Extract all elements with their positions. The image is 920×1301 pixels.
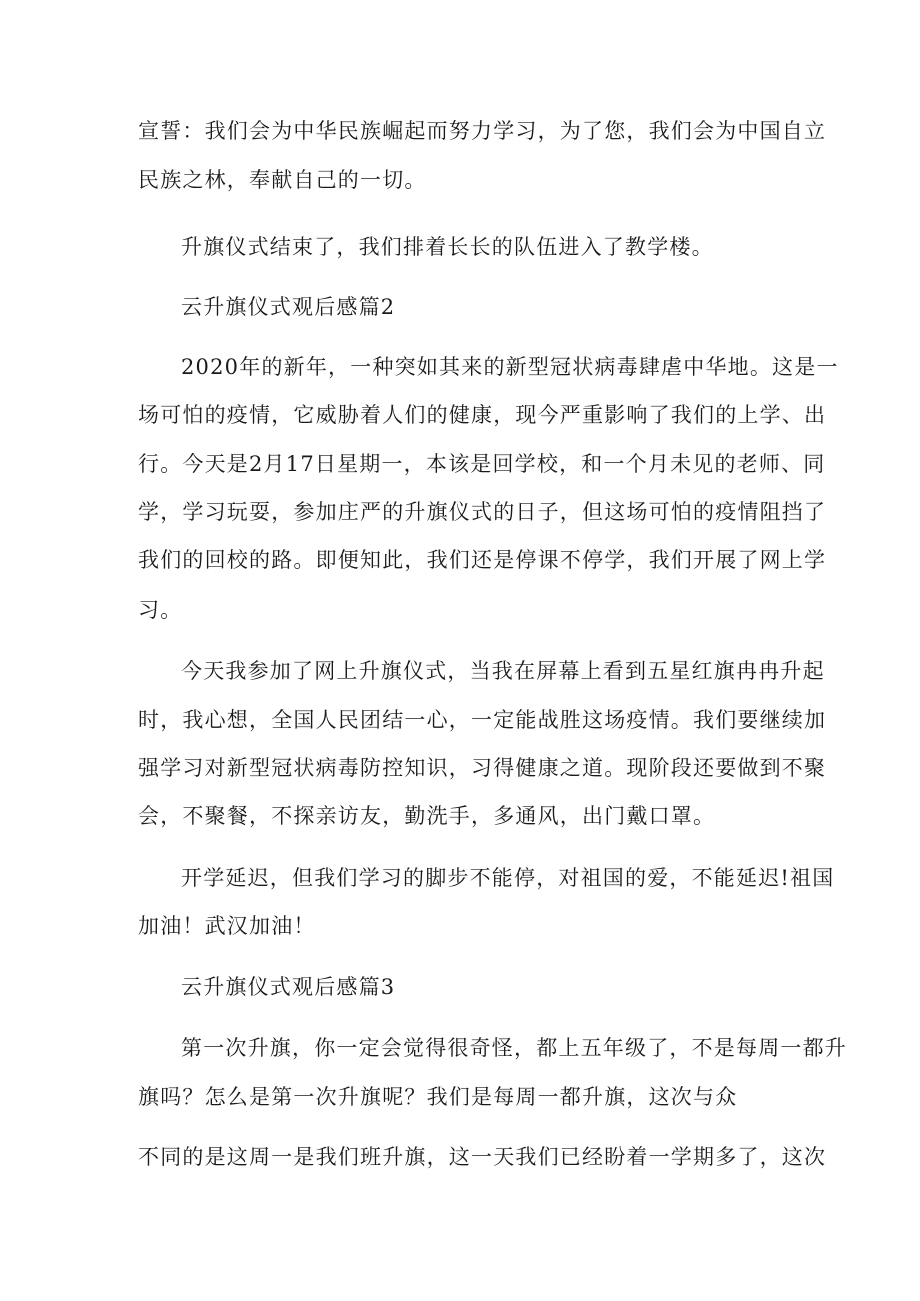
text-line: 不同的是这周一是我们班升旗，这一天我们已经盼着一学期多了，这次: [138, 1145, 827, 1169]
text-line: 强学习对新型冠状病毒防控知识，习得健康之道。现阶段还要做到不聚: [138, 756, 827, 780]
text-line: 开学延迟，但我们学习的脚步不能停，对祖国的爱，不能延迟!祖国: [181, 866, 835, 890]
text-line: 民族之林，奉献自己的一切。: [138, 168, 427, 192]
section-heading: 云升旗仪式观后感篇2: [181, 295, 396, 319]
text-line: 场可怕的疫情，它威胁着人们的健康，现今严重影响了我们的上学、出: [138, 403, 827, 427]
text-line: 时，我心想，全国人民团结一心，一定能战胜这场疫情。我们要继续加: [138, 708, 827, 732]
text-line: 宣誓：我们会为中华民族崛起而努力学习，为了您，我们会为中国自立: [138, 119, 827, 143]
text-line: 旗吗？怎么是第一次升旗呢？我们是每周一都升旗，这次与众: [138, 1085, 738, 1109]
text-line: 我们的回校的路。即便知此，我们还是停课不停学，我们开展了网上学: [138, 548, 827, 572]
text-line: 学，学习玩耍，参加庄严的升旗仪式的日子，但这场可怕的疫情阻挡了: [138, 500, 827, 524]
text-line: 升旗仪式结束了，我们排着长长的队伍进入了教学楼。: [181, 235, 714, 259]
text-line: 加油！武汉加油！: [138, 914, 316, 938]
section-heading: 云升旗仪式观后感篇3: [181, 975, 396, 999]
text-line: 2020年的新年，一种突如其来的新型冠状病毒肆虐中华地。这是一: [181, 355, 839, 379]
text-line: 会，不聚餐，不探亲访友，勤洗手，多通风，出门戴口罩。: [138, 804, 716, 828]
text-line: 今天我参加了网上升旗仪式，当我在屏幕上看到五星红旗冉冉升起: [181, 659, 825, 683]
text-line: 第一次升旗，你一定会觉得很奇怪，都上五年级了，不是每周一都升: [181, 1036, 847, 1060]
text-line: 行。今天是2月17日星期一，本该是回学校，和一个月未见的老师、同: [138, 452, 826, 476]
text-line: 习。: [138, 598, 183, 622]
